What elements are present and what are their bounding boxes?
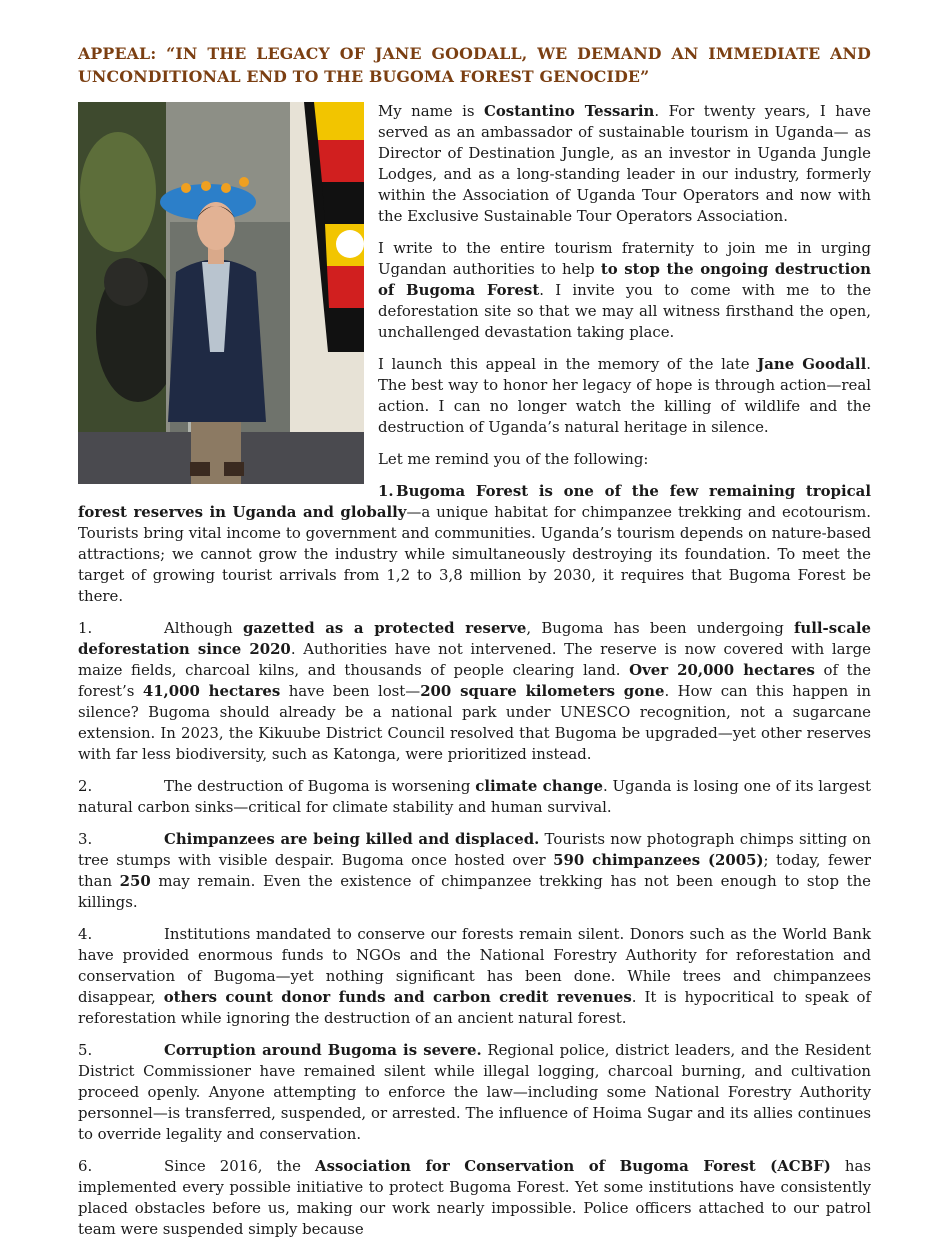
- author-photo: [78, 102, 364, 484]
- list-item: 1. Bugoma Forest is one of the few remaining tropical forest reserves in Uganda and globally—a unique habitat for chimpanzee trekking and ecotourism. Tourists bring vital income to government and communities. Uganda’s tourism depends on nature-based attractions; we cannot grow the industry while simultaneously destroying its foundation. To meet the target of growing tourist arrivals from 1,2 to 3,8 million by 2030, it requires that Bugoma Forest be there.: [78, 482, 872, 605]
- paragraph-intro: My name is Costantino Tessarin. For twenty years, I have served as an ambassador of sustainable tourism in Uganda— as Director of Destination Jungle, as an investor in Uganda Jungle Lodges, and as a long-standing leader in our industry, formerly within the Association of Uganda Tour Operators and now with the Exclusive Sustainable Tour Operators Association.: [378, 102, 871, 225]
- paragraph-goodall: I launch this appeal in the memory of the late Jane Goodall. The best way to honor her legacy of hope is through action—real action. I can no longer watch the killing of wildlife and the destruction of Uganda’s natural heritage in silence.: [378, 355, 871, 436]
- list-item: 3. Chimpanzees are being killed and displaced. Tourists now photograph chimps sitting on tree stumps with visible despair. Bugoma once hosted over 590 chimpanzees (2005); today, fewer than 250 may remain. Even the existence of chimpanzee trekking has not been enough to stop the killings.: [78, 830, 871, 911]
- list-item: 4. Institutions mandated to conserve our forests remain silent. Donors such as the World Bank have provided enormous funds to NGOs and the National Forestry Authority for reforestation and conservation of Bugoma—yet nothing significant has been done. While trees and chimpanzees disappear, others count donor funds and carbon credit revenues. It is hypocritical to speak of reforestation while ignoring the destruction of an ancient natural forest.: [78, 925, 872, 1027]
- list-item: 1. Although gazetted as a protected reserve, Bugoma has been undergoing full-scale deforestation since 2020. Authorities have not intervened. The reserve is now covered with large maize fields, charcoal kilns, and thousands of people clearing land. Over 20,000 hectares of the forest’s 41,000 hectares have been lost—200 square kilometers gone. How can this happen in silence? Bugoma should already be a national park under UNESCO recognition, not a sugarcane extension. In 2023, the Kikuube District Council resolved that Bugoma be upgraded—yet other reserves with far less biodiversity, such as Katonga, were prioritized instead.: [78, 619, 871, 763]
- list-item: 2. The destruction of Bugoma is worsening climate change. Uganda is losing one of its largest natural carbon sinks—critical for climate stability and human survival.: [78, 777, 872, 816]
- list-item: 6. Since 2016, the Association for Conservation of Bugoma Forest (ACBF) has implemented every possible initiative to protect Bugoma Forest. Yet some institutions have consistently placed obstacles before us, making our work nearly impossible. Police officers attached to our patrol team were suspended simply because: [78, 1157, 872, 1238]
- portrait-photo-icon: [78, 102, 364, 484]
- paragraph-appeal: I write to the entire tourism fraternity to join me in urging Ugandan authorities to help to stop the ongoing destruction of Bugoma Forest. I invite you to come with me to the deforestation site so that we may all witness firsthand the open, unchallenged devastation taking place.: [378, 239, 871, 341]
- title-line-1: APPEAL: “IN THE LEGACY OF JANE GOODALL, WE DEMAND AN IMMEDIATE AND: [78, 44, 871, 63]
- paragraph-remind: Let me remind you of the following:: [378, 450, 649, 468]
- title-line-2: UNCONDITIONAL END TO THE BUGOMA FOREST GENOCIDE”: [78, 67, 650, 86]
- page-title: [78, 42, 871, 88]
- document-body: [78, 101, 871, 1251]
- author-name: Costantino Tessarin: [484, 102, 655, 120]
- list-item: 5. Corruption around Bugoma is severe. Regional police, district leaders, and the Resident District Commissioner have remained silent while illegal logging, charcoal burning, and cultivation proceed openly. Anyone attempting to enforce the law—including some National Forestry Authority personnel—is transferred, suspended, or arrested. The influence of Hoima Sugar and its allies continues to override legality and conservation.: [78, 1041, 872, 1143]
